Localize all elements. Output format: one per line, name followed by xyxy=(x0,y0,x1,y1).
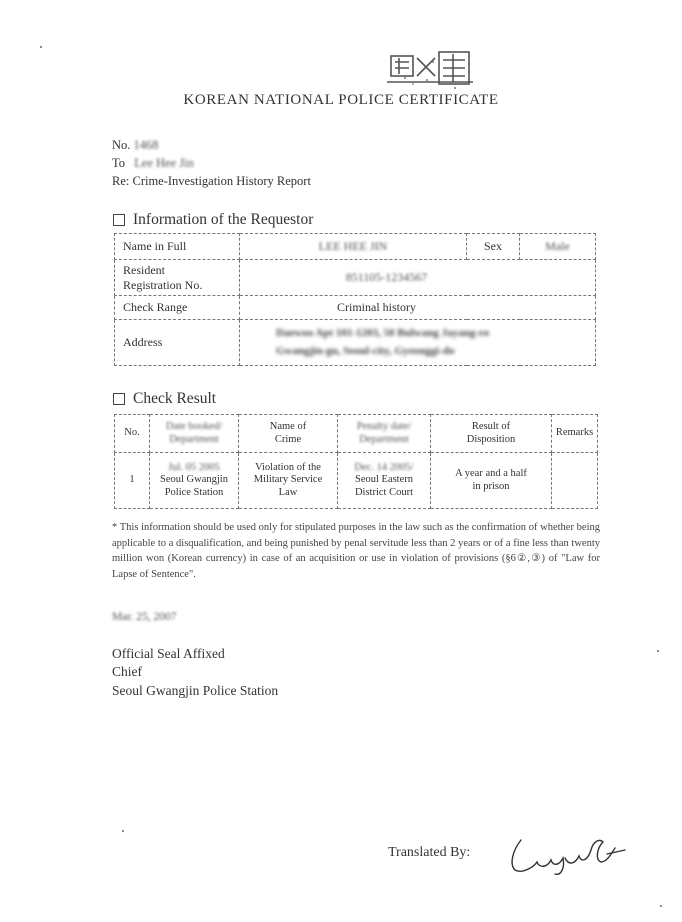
translated-by-label: Translated By: xyxy=(388,845,471,860)
issue-date: Mar. 25, 2007 xyxy=(112,611,177,623)
header-remarks: Remarks xyxy=(552,415,598,453)
official-block xyxy=(112,645,278,700)
header-result xyxy=(431,415,552,453)
doc-number-line xyxy=(112,138,159,153)
row-penalty xyxy=(338,453,431,509)
row-date-dept xyxy=(150,453,239,509)
resident-value: 851105-1234567 xyxy=(240,260,596,296)
header-penalty-line-2: Department xyxy=(359,433,409,445)
official-chief: Chief xyxy=(112,664,142,680)
row-court-line-1: Seoul Eastern xyxy=(354,474,414,486)
check-range-label: Check Range xyxy=(115,296,240,320)
header-result-line-1: Result of xyxy=(471,420,511,432)
row-penalty-date: Dec. 14 2005/ xyxy=(354,461,414,473)
header-result-line-2: Disposition xyxy=(466,433,516,445)
doc-re-line xyxy=(112,174,311,189)
sex-label: Sex xyxy=(467,234,520,260)
scan-speck xyxy=(122,830,124,832)
requestor-table xyxy=(114,233,596,366)
name-label: Name in Full xyxy=(115,234,240,260)
row-date: Jul. 05 2005 xyxy=(168,461,220,473)
header-date xyxy=(150,415,239,453)
official-seal: Official Seal Affixed xyxy=(112,646,225,661)
table-header-row xyxy=(115,415,598,453)
resident-label-line-1: Resident xyxy=(123,262,165,277)
row-dept-line-2: Police Station xyxy=(164,486,224,498)
resident-label-line-2: Registration No. xyxy=(123,277,203,292)
table-row xyxy=(115,453,598,509)
doc-to-label: To xyxy=(112,156,126,170)
doc-number-label: No. xyxy=(112,138,131,152)
row-dept-line-1: Seoul Gwangjin xyxy=(160,474,228,486)
name-value: LEE HEE JIN xyxy=(240,234,467,260)
row-disposition-line-1: A year and a half xyxy=(455,467,527,479)
table-row xyxy=(115,260,596,296)
row-disposition xyxy=(431,453,552,509)
checkbox-icon xyxy=(113,393,125,405)
address-value xyxy=(240,320,596,366)
table-row xyxy=(115,234,596,260)
row-remarks xyxy=(552,453,598,509)
header-crime-line-2: Crime xyxy=(274,433,302,445)
doc-to-line xyxy=(112,156,194,171)
row-disposition-line-2: in prison xyxy=(472,480,510,492)
row-court-line-2: District Court xyxy=(354,486,414,498)
result-section-heading xyxy=(113,390,216,408)
official-stamp-icon xyxy=(383,48,479,94)
sex-value: Male xyxy=(520,234,596,260)
doc-to-value: Lee Hee Jin xyxy=(134,156,194,170)
translator-signature-icon xyxy=(503,828,633,878)
table-row xyxy=(115,296,596,320)
address-line-1: Daewoo Apt 101-1203, 50 Bulwang Jayang-ro xyxy=(276,327,490,340)
requestor-section-title: Information of the Requestor xyxy=(133,211,314,228)
doc-number-value: 1468 xyxy=(133,138,159,152)
doc-re-value: Crime-Investigation History Report xyxy=(132,174,311,188)
requestor-section-heading xyxy=(113,211,313,229)
header-no: No. xyxy=(115,415,150,453)
row-crime-line-2: Military Service xyxy=(253,474,323,486)
header-penalty-line-1: Penalty date/ xyxy=(356,420,412,432)
row-crime-line-3: Law xyxy=(278,486,298,498)
row-no: 1 xyxy=(115,453,150,509)
header-penalty xyxy=(338,415,431,453)
row-crime-line-1: Violation of the xyxy=(255,461,321,473)
scan-speck xyxy=(40,46,42,48)
usage-note: * This information should be used only for stipulated purposes in the law such as the confirmation of whether being applicable to a disqualification, and being punished by penal servitude less than 2 years or of a fine less than twenty million won (Korean currency) in case of an acquisition or use in violation of provisions (§6②,③) of "Law for Lapse of Sentence". xyxy=(112,522,600,580)
address-line-2: Gwangjin-gu, Seoul-city, Gyeonggi-do xyxy=(276,344,455,357)
header-crime-line-1: Name of xyxy=(269,420,307,432)
scan-speck xyxy=(657,650,659,652)
check-range-value: Criminal history xyxy=(240,296,596,320)
result-table xyxy=(114,414,598,509)
header-date-line-1: Date booked/ xyxy=(165,420,223,432)
scan-speck xyxy=(660,905,662,907)
address-label: Address xyxy=(115,320,240,366)
row-crime xyxy=(239,453,338,509)
table-row xyxy=(115,320,596,366)
checkbox-icon xyxy=(113,214,125,226)
header-date-line-2: Department xyxy=(169,433,219,445)
header-crime xyxy=(239,415,338,453)
resident-label xyxy=(115,260,240,296)
official-station: Seoul Gwangjin Police Station xyxy=(112,682,279,698)
document-title: KOREAN NATIONAL POLICE CERTIFICATE xyxy=(183,92,499,108)
result-section-title: Check Result xyxy=(133,390,217,407)
doc-re-label: Re: xyxy=(112,174,130,188)
